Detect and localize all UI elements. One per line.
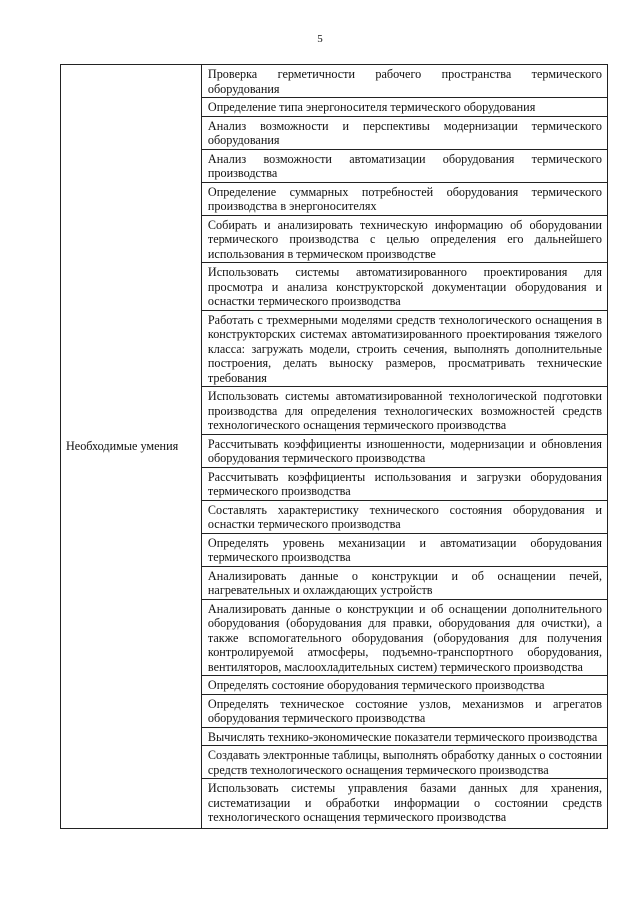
table-row — [61, 65, 608, 829]
list-item: Создавать электронные таблицы, выполнять обработку данных о состоянии средств технологического оснащения термического производства — [202, 746, 607, 779]
row-label: Необходимые умения — [66, 438, 179, 453]
skills-table — [60, 64, 608, 829]
list-item: Определение суммарных потребностей оборудования термического производства в энергоносителях — [202, 183, 607, 216]
content-cell — [201, 65, 607, 829]
list-item: Работать с трехмерными моделями средств технологического оснащения в конструкторских системах автоматизированного проектирования тяжелого класса: загружать модели, строить сечения, выполнять дополнительные построения, делать выноску размеров, просматривать технические требования — [202, 311, 607, 388]
list-item: Проверка герметичности рабочего пространства термического оборудования — [202, 65, 607, 98]
list-item: Использовать системы управления базами данных для хранения, систематизации и обработки информации о состоянии средств технологического оснащения термического производства — [207, 781, 602, 824]
list-item: Анализировать данные о конструкции и об оснащении печей, нагревательных и охлаждающих устройств — [202, 567, 607, 600]
list-item: Определять состояние оборудования термического производства — [202, 676, 607, 695]
list-item: Использовать системы автоматизированного проектирования для просмотра и анализа конструкторской документации оборудования и оснастки термического производства — [202, 263, 607, 311]
list-item: Вычислять технико-экономические показатели термического производства — [202, 728, 607, 747]
row-label-cell — [61, 65, 202, 829]
list-item: Рассчитывать коэффициенты использования и загрузки оборудования термического производства — [202, 468, 607, 501]
list-item: Анализ возможности автоматизации оборудования термического производства — [202, 150, 607, 183]
list-item: Определение типа энергоносителя термического оборудования — [202, 98, 607, 117]
list-item: Рассчитывать коэффициенты изношенности, модернизации и обновления оборудования термического производства — [202, 435, 607, 468]
list-item: Анализировать данные о конструкции и об оснащении дополнительного оборудования (оборудования для правки, оборудования для очистки), а также вспомогательного оборудования (оборудования для получения контролируемой атмосферы, подъемно-транспортного оборудования, вентиляторов, маслоохладительных систем) термического производства — [202, 600, 607, 677]
list-item: Определять техническое состояние узлов, механизмов и агрегатов оборудования термического производства — [202, 695, 607, 728]
list-item: Использовать системы автоматизированной технологической подготовки производства для определения технологических возможностей средств технологического оснащения термического производства — [202, 387, 607, 435]
list-item: Определять уровень механизации и автоматизации оборудования термического производства — [202, 534, 607, 567]
list-item: Анализ возможности и перспективы модернизации термического оборудования — [202, 117, 607, 150]
list-item: Собирать и анализировать техническую информацию об оборудовании термического производства с целью определения его дальнейшего использования в термическом производстве — [202, 216, 607, 264]
list-item: Составлять характеристику технического состояния оборудования и оснастки термического производства — [202, 501, 607, 534]
page-number: 5 — [317, 33, 323, 45]
